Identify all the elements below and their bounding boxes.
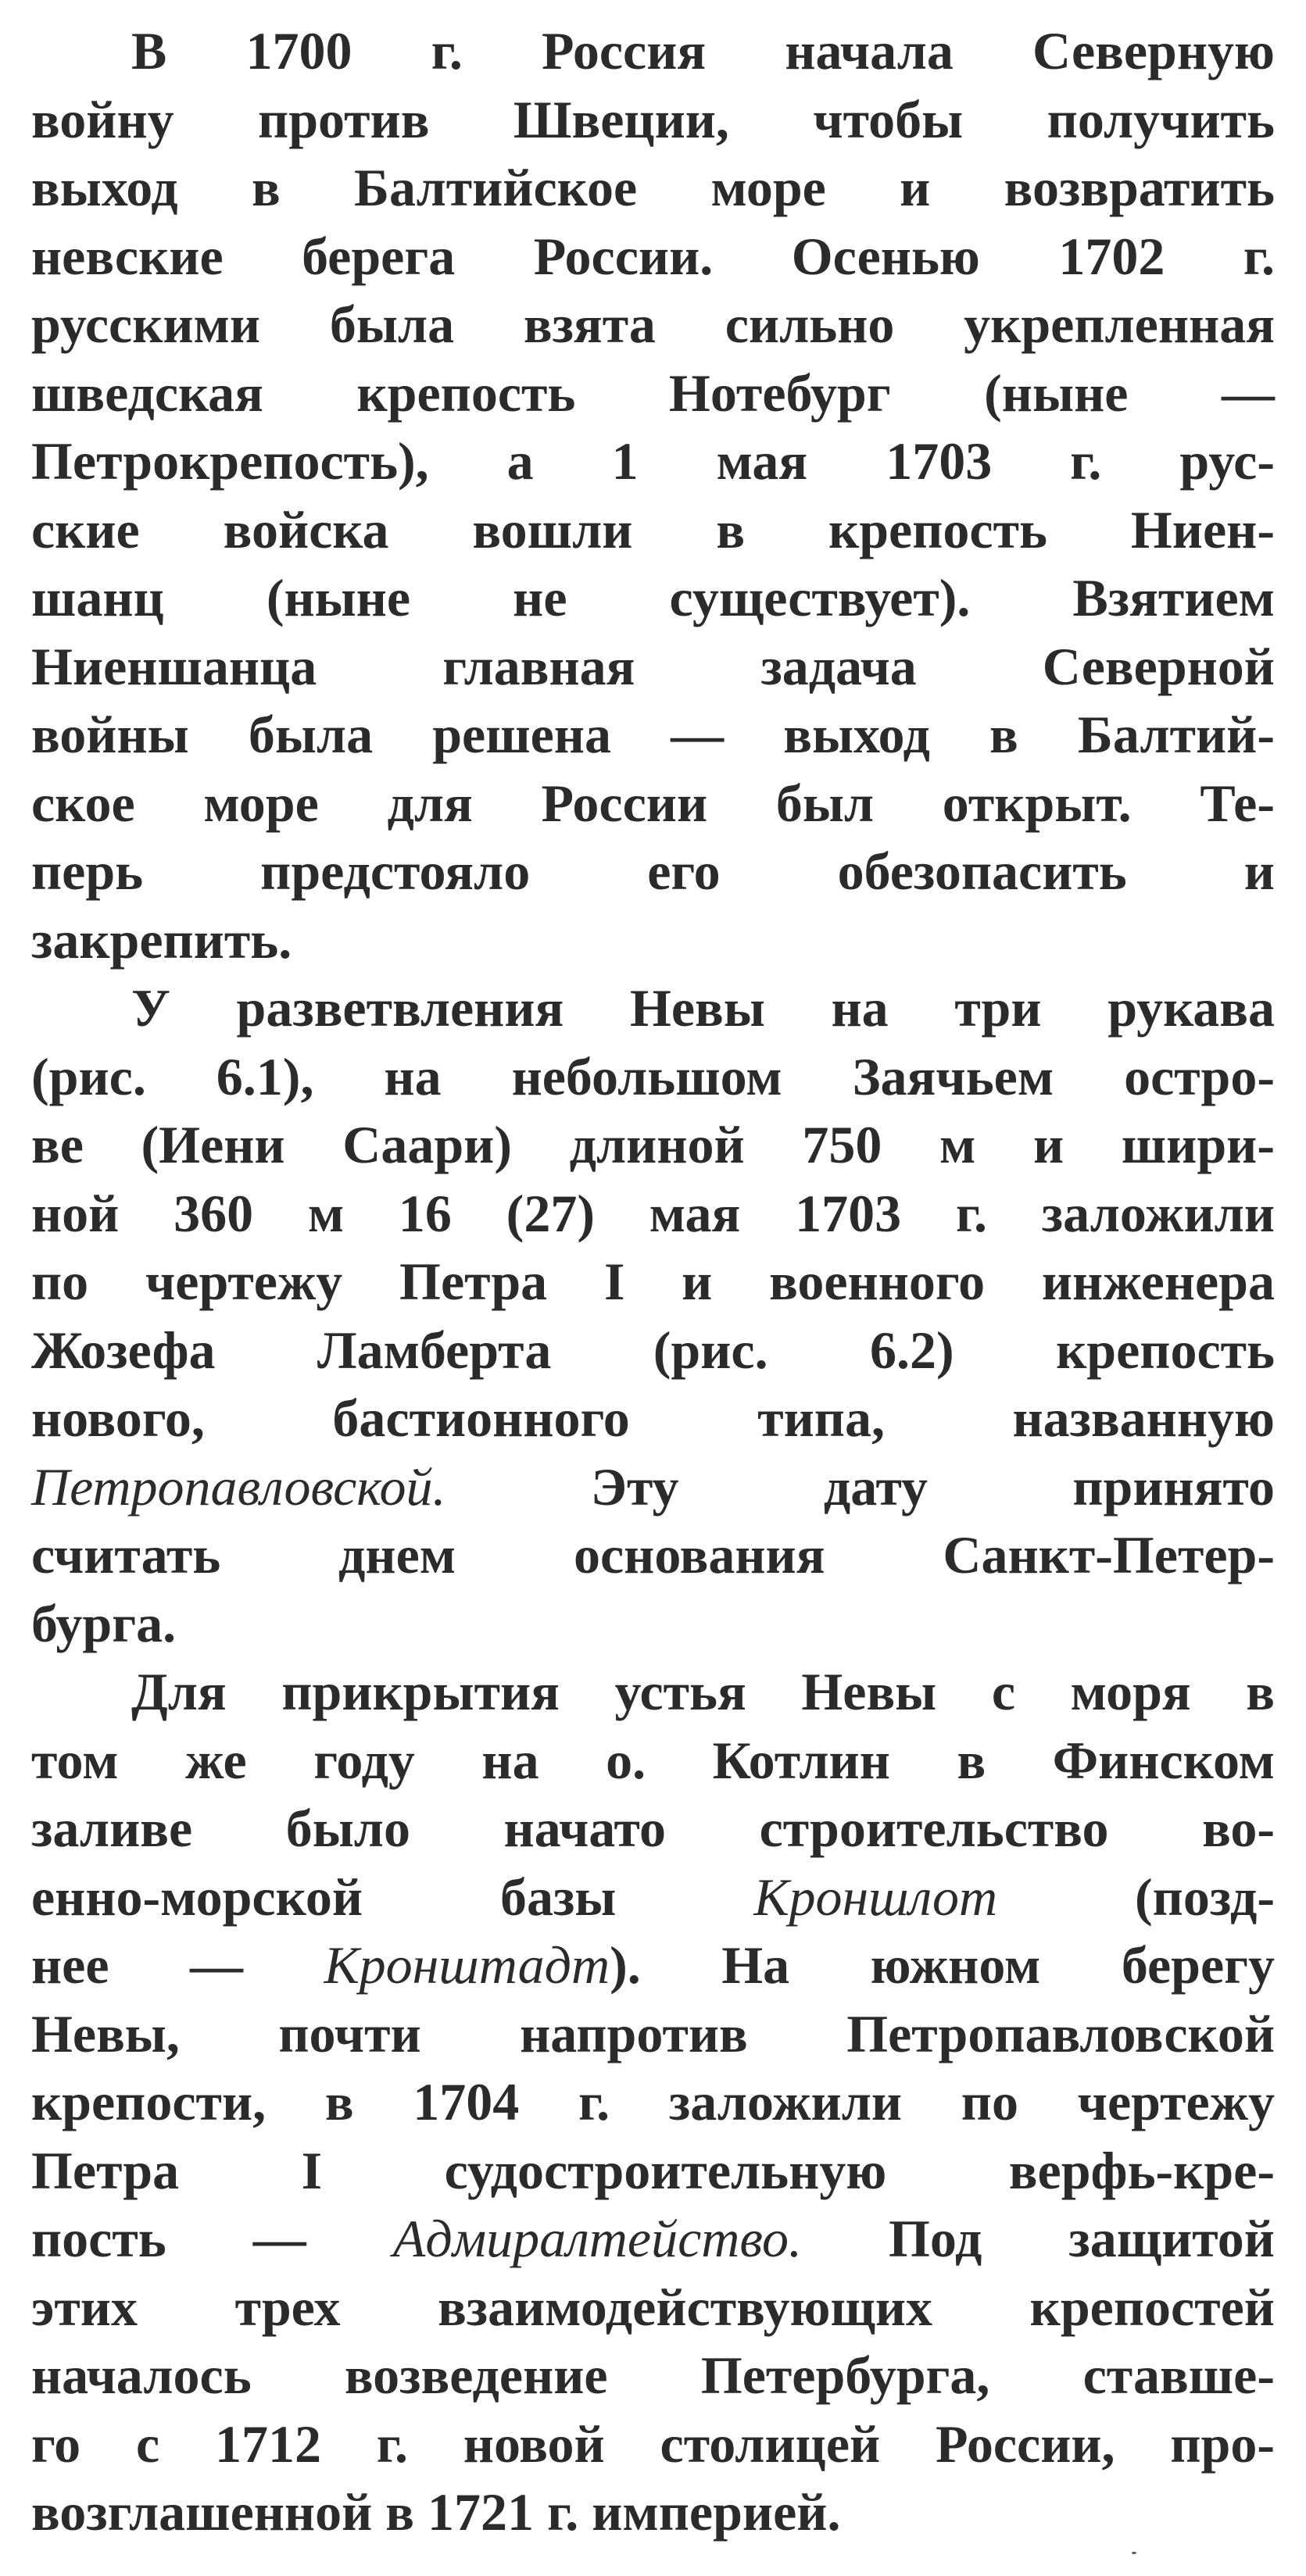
text-line	[31, 2478, 1275, 2547]
text-line	[31, 1521, 1275, 1590]
text-line	[31, 1590, 1275, 1659]
text-segment: войну против Швеции, чтобы получить	[31, 89, 1275, 149]
text-segment: енно-морской базы	[31, 1867, 754, 1927]
text-line	[31, 1863, 1275, 1932]
text-line	[31, 838, 1275, 906]
text-line	[31, 1248, 1275, 1317]
text-segment: возглашенной в 1721 г. империей.	[31, 2482, 841, 2542]
scan-speck	[1132, 2552, 1136, 2554]
text-line	[31, 1384, 1275, 1453]
text-line	[31, 1180, 1275, 1249]
text-line	[31, 633, 1275, 702]
text-segment: го с 1712 г. новой столицей России, про-	[31, 2413, 1275, 2474]
text-segment: невские берега России. Осенью 1702 г.	[31, 226, 1275, 286]
text-segment: шведская крепость Нотебург (ныне —	[31, 363, 1275, 423]
text-segment: У разветвления Невы на три рукава	[131, 978, 1275, 1038]
paragraph	[31, 974, 1275, 1658]
italic-term: Кронштадт	[324, 1935, 610, 1995]
text-line	[31, 1043, 1275, 1112]
text-line	[31, 1317, 1275, 1385]
text-line	[31, 223, 1275, 291]
text-line	[31, 1658, 1275, 1727]
text-line	[31, 1727, 1275, 1795]
text-segment: Для прикрытия устья Невы с моря в	[131, 1662, 1275, 1721]
text-line	[31, 291, 1275, 359]
text-line	[31, 17, 1275, 86]
text-segment: по чертежу Петра I и военного инженера	[31, 1252, 1275, 1311]
text-segment: началось возведение Петербурга, ставше-	[31, 2346, 1275, 2405]
text-line	[31, 701, 1275, 770]
text-segment: Под защитой	[801, 2209, 1275, 2268]
text-segment: ские войска вошли в крепость Ниен-	[31, 499, 1275, 559]
text-line	[31, 564, 1275, 633]
text-line	[31, 770, 1275, 838]
text-segment: ское море для России был открыт. Те-	[31, 773, 1275, 833]
text-line	[31, 974, 1275, 1043]
text-segment: нее —	[31, 1935, 324, 1995]
italic-term: Адмиралтейство.	[392, 2209, 802, 2268]
text-segment: крепости, в 1704 г. заложили по чертежу	[31, 2072, 1275, 2131]
text-line	[31, 2137, 1275, 2206]
text-line	[31, 1795, 1275, 1863]
text-segment: этих трех взаимодействующих крепостей	[31, 2277, 1275, 2337]
text-segment: заливе было начато строительство во-	[31, 1799, 1275, 1858]
text-segment: русскими была взята сильно укрепленная	[31, 295, 1275, 354]
text-line	[31, 2000, 1275, 2069]
text-segment: Ниеншанца главная задача Северной	[31, 636, 1275, 696]
text-segment: считать днем основания Санкт-Петер-	[31, 1525, 1275, 1585]
text-segment: ве (Иени Саари) длиной 750 м и шири-	[31, 1115, 1275, 1174]
text-line	[31, 1931, 1275, 2000]
text-segment: перь предстояло его обезопасить и	[31, 841, 1275, 901]
text-line	[31, 1111, 1275, 1180]
text-segment: Петрокрепость), а 1 мая 1703 г. рус-	[31, 431, 1275, 491]
paragraph	[31, 1658, 1275, 2547]
text-line	[31, 359, 1275, 428]
text-segment: ной 360 м 16 (27) мая 1703 г. заложили	[31, 1183, 1275, 1243]
text-line	[31, 427, 1275, 496]
text-segment: В 1700 г. Россия начала Северную	[131, 21, 1275, 80]
text-line	[31, 154, 1275, 223]
text-line	[31, 2205, 1275, 2274]
text-segment: Эту дату принято	[445, 1456, 1275, 1517]
text-line	[31, 2342, 1275, 2410]
text-segment: том же году на о. Котлин в Финском	[31, 1730, 1275, 1790]
text-segment: Петра I судостроительную верфь-кре-	[31, 2140, 1275, 2200]
text-segment: пость —	[31, 2209, 393, 2268]
document-body	[31, 17, 1275, 2547]
text-line	[31, 906, 1275, 975]
text-line	[31, 86, 1275, 155]
text-segment: закрепить.	[31, 909, 292, 970]
text-line	[31, 2068, 1275, 2137]
text-line	[31, 2274, 1275, 2342]
text-line	[31, 496, 1275, 565]
text-line	[31, 2410, 1275, 2479]
text-segment: ). На южном берегу	[610, 1935, 1275, 1995]
text-segment: выход в Балтийское море и возвратить	[31, 158, 1275, 217]
text-segment: (позд-	[997, 1867, 1275, 1927]
text-segment: шанц (ныне не существует). Взятием	[31, 568, 1275, 627]
text-line	[31, 1453, 1275, 1522]
italic-term: Кроншлот	[753, 1867, 998, 1927]
text-segment: нового, бастионного типа, названную	[31, 1388, 1275, 1448]
text-segment: Невы, почти напротив Петропавловской	[31, 2003, 1275, 2063]
text-segment: Жозефа Ламберта (рис. 6.2) крепость	[31, 1320, 1275, 1380]
text-segment: бурга.	[31, 1593, 177, 1653]
paragraph	[31, 17, 1275, 974]
text-segment: войны была решена — выход в Балтий-	[31, 705, 1275, 764]
text-segment: (рис. 6.1), на небольшом Заячьем остро-	[31, 1046, 1275, 1106]
italic-term: Петропавловской.	[31, 1456, 446, 1517]
